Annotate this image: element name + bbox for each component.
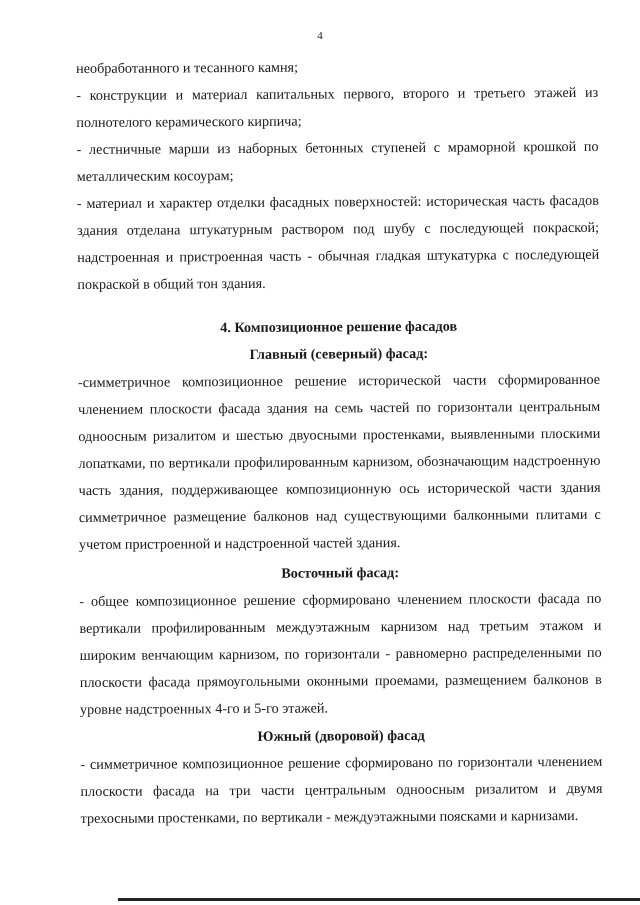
section-title: 4. Композиционное решение фасадов — [220, 318, 458, 337]
intro-paragraph-4: - материал и характер отделки фасадных поверхностей: историческая часть фасадов здания отделана штукатурным раствором под шубу с последующей покраской; надстроенная и пристроенная часть - обычная гладкая штукатурка с последующей покраской в общий тон здания. — [76, 192, 600, 293]
intro-paragraph-1: необработанного и тесанного камня; — [76, 59, 299, 77]
intro-paragraph-3: - лестничные марши из наборных бетонных ступеней с мраморной крошкой по металлическим косоурам; — [76, 138, 599, 185]
subsection-title-east: Восточный фасад: — [281, 565, 400, 582]
subsection-title-north: Главный (северный) фасад: — [249, 345, 429, 363]
intro-paragraph-2: - конструкции и материал капитальных первого, второго и третьего этажей из полнотелого керамического кирпича; — [76, 84, 599, 131]
subsection-text-north: -симметричное композиционное решение исторической части сформированное членением плоскости фасада здания на семь частей по горизонтали центральным одноосным ризалитом и шестью двуосными простенками, выявленными плоскими лопатками, по вертикали профилированным карнизом, обозначающим надстроенную часть здания, поддерживающее композиционную ось исторической части здания симметричное размещение балконов над существующими балконными плитами с учетом пристроенной и надстроенной частей здания. — [77, 371, 601, 553]
document-body — [76, 53, 603, 833]
subsection-title-south: Южный (дворовой) фасад — [257, 727, 425, 745]
subsection-text-east: - общее композиционное решение сформировано членением плоскости фасада по вертикали профилированным междуэтажным карнизом над третьим этажом и широким венчающим карнизом, по горизонтали - равномерно распределенными по плоскости фасада прямоугольными оконными проемами, размещением балконов в уровне надстроенных 4-го и 5-го этажей. — [79, 590, 602, 718]
scan-edge-bar — [118, 898, 640, 901]
subsection-text-south: - симметричное композиционное решение сформировано по горизонтали членением плоскости фасада на три части центральным одноосным ризалитом и двумя трехосными простенками, по вертикали - междуэтажными поясками и карнизами. — [80, 753, 603, 827]
page-number: 4 — [317, 30, 323, 42]
